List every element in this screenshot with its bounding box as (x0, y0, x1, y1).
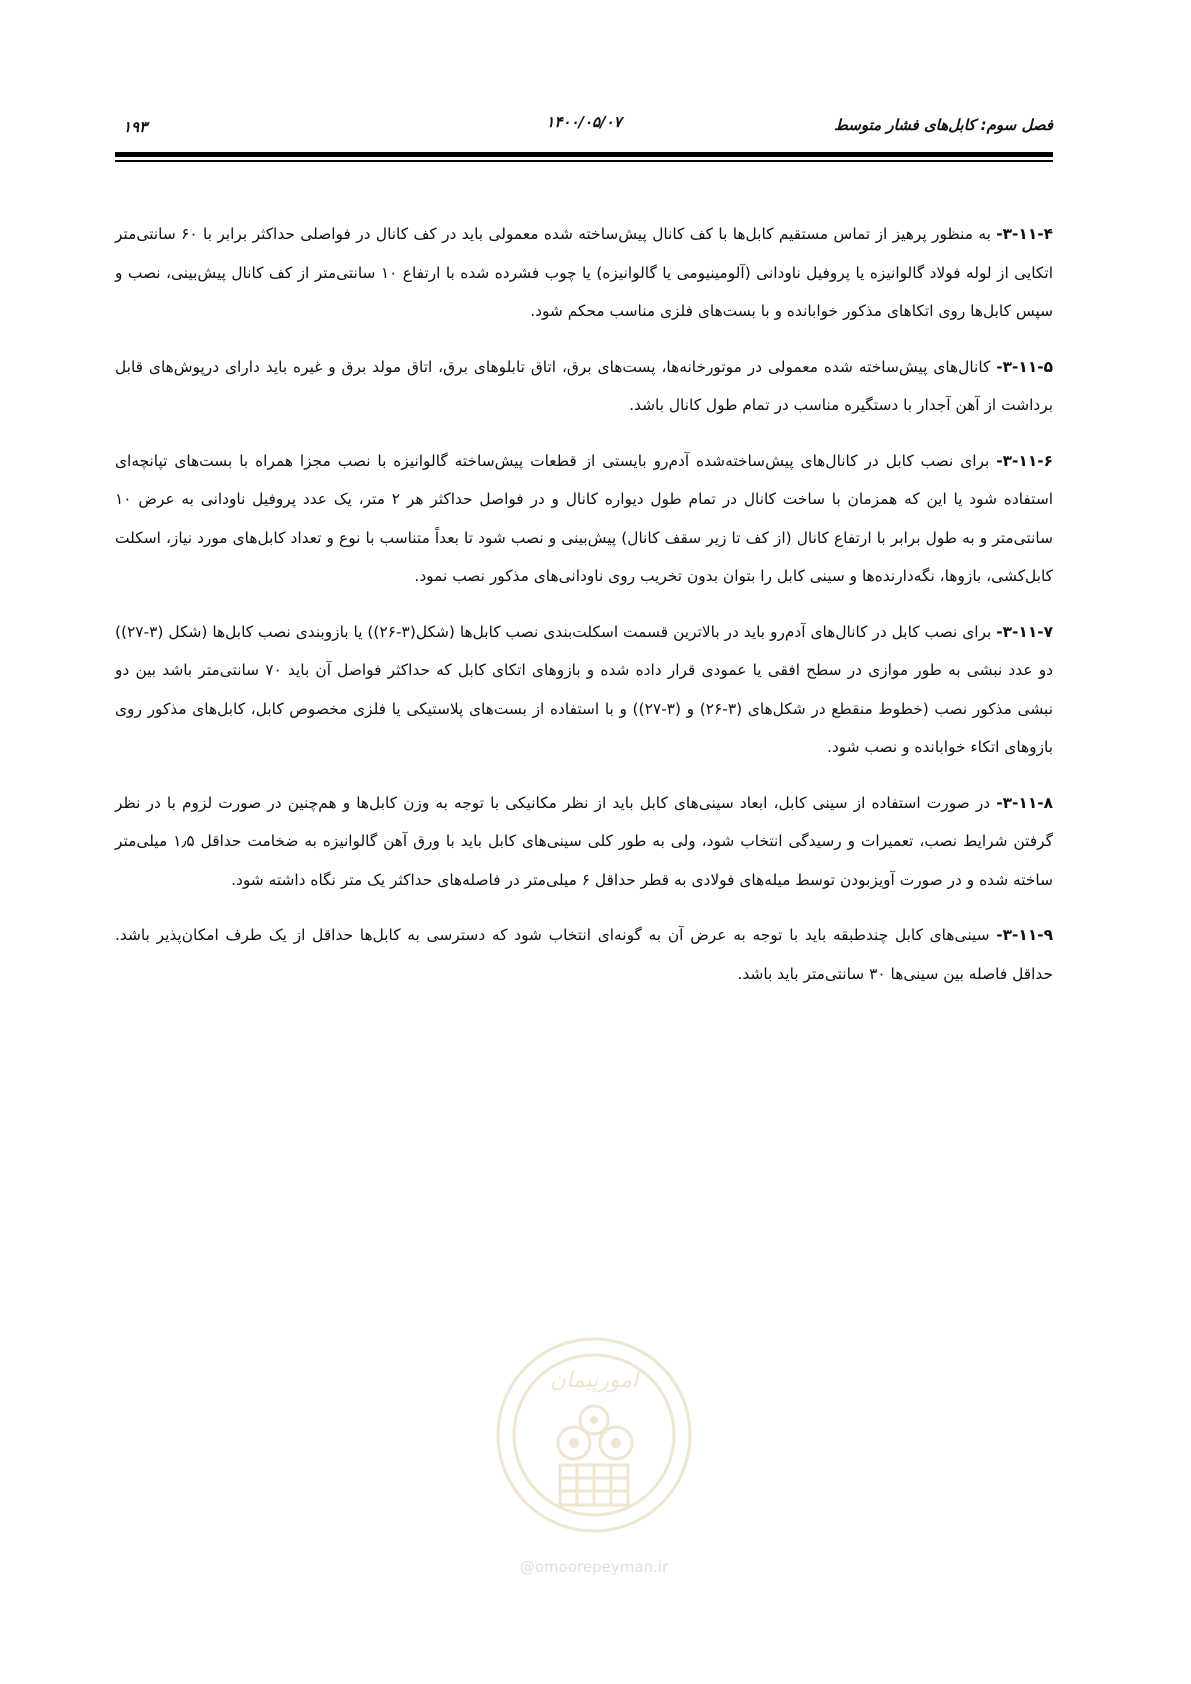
paragraph-text: کانال‌های پیش‌ساخته شده معمولی در موتورخانه‌ها، پست‌های برق، اتاق تابلوهای برق، اتاق مولد برق و غیره باید دارای درپوش‌های قابل برداشت از آهن آجدار با دستگیره مناسب در تمام طول کانال باشد. (115, 357, 1053, 414)
paragraph-text: برای نصب کابل در کانال‌های پیش‌ساخته‌شده آدم‌رو بایستی از قطعات پیش‌ساخته گالوانیزه با نصب مجزا همراه با بست‌های تپانچه‌ای استفاده شود یا این که همزمان با ساخت کانال در تمام طول دیواره کانال و در فواصل حداکثر هر ۲ متر، یک عدد پروفیل ناودانی به عرض ۱۰ سانتی‌متر و به طول برابر با ارتفاع کانال (از کف تا زیر سقف کانال) پیش‌بینی و نصب شود تا بعداً متناسب با نوع و تعداد کابل‌های مورد نیاز، اسکلت کابل‌کشی، بازوها، نگه‌دارنده‌ها و سینی کابل را بتوان بدون تخریب روی ناودانی‌های مذکور نصب نمود. (115, 451, 1053, 585)
paragraph-number: ۳-۱۱-۷- (996, 622, 1053, 641)
page-header (115, 108, 1053, 148)
paragraph-3-11-4 (115, 215, 1053, 331)
page-number: ۱۹۳ (123, 118, 148, 136)
watermark-logo (488, 1325, 700, 1655)
watermark-emblem-icon (488, 1325, 700, 1550)
paragraph-number: ۳-۱۱-۸- (996, 793, 1053, 812)
watermark-url: @omoorepeyman.ir (519, 1558, 669, 1576)
paragraph-number: ۳-۱۱-۴- (996, 225, 1053, 243)
paragraph-number: ۳-۱۱-۹- (996, 926, 1053, 944)
paragraph-3-11-7 (115, 613, 1053, 767)
paragraph-text: برای نصب کابل در کانال‌های آدم‌رو باید در بالاترین قسمت اسکلت‌بندی نصب کابل‌ها (شکل(۳-۲۶)) یا بازوبندی نصب کابل‌ها (شکل (۳-۲۷)) دو عدد نبشی به طور موازی در سطح افقی یا عمودی قرار داده شده و بازوهای اتکای کابل که حداکثر فواصل آن باید ۷۰ سانتی‌متر باشد بین دو نبشی مذکور نصب (خطوط منقطع در شکل‌های (۳-۲۶) و (۳-۲۷)) و با استفاده از بست‌های پلاستیکی یا فلزی مخصوص کابل، کابل‌های مذکور روی بازوهای اتکاء خوابانده و نصب شود. (115, 622, 1053, 756)
chapter-title: فصل سوم: کابل‌های فشار متوسط (834, 116, 1053, 134)
paragraph-text: در صورت استفاده از سینی کابل، ابعاد سینی‌های کابل باید از نظر مکانیکی با توجه به وزن کابل‌ها و هم‌چنین در صورت لزوم با در نظر گرفتن شرایط نصب، تعمیرات و رسیدگی انتخاب شود، ولی به طور کلی سینی‌های کابل باید با ورق آهن گالوانیزه به ضخامت حداقل ۱٫۵ میلی‌متر ساخته شده و در صورت آویزبودن توسط میله‌های فولادی به قطر حداقل ۶ میلی‌متر در فاصله‌های حداکثر یک متر نگاه داشته شود. (115, 793, 1053, 889)
header-date: ۱۴۰۰/۰۵/۰۷ (546, 113, 622, 131)
paragraph-3-11-6 (115, 442, 1053, 596)
watermark-logo-text: امورپیمان (549, 1368, 639, 1393)
body-content (115, 215, 1053, 1010)
paragraph-text: سینی‌های کابل چندطبقه باید با توجه به عرض آن به گونه‌ای انتخاب شود که دسترسی به کابل‌ها حداقل از یک طرف امکان‌پذیر باشد. حداقل فاصله بین سینی‌ها ۳۰ سانتی‌متر باید باشد. (115, 926, 1053, 983)
paragraph-3-11-8 (115, 784, 1053, 900)
paragraph-3-11-9 (115, 916, 1053, 993)
paragraph-number: ۳-۱۱-۶- (996, 451, 1053, 470)
paragraph-3-11-5 (115, 348, 1053, 425)
header-rule-thick (115, 152, 1053, 157)
header-rule-thin (115, 160, 1053, 162)
paragraph-number: ۳-۱۱-۵- (996, 357, 1053, 376)
paragraph-text: به منظور پرهیز از تماس مستقیم کابل‌ها با کف کانال پیش‌ساخته شده معمولی باید در کف کانال در فواصلی حداکثر برابر با ۶۰ سانتی‌متر اتکایی از لوله فولاد گالوانیزه یا پروفیل ناودانی (آلومینیومی یا گالوانیزه) یا چوب فشرده شده با ارتفاع ۱۰ سانتی‌متر از کف کانال پیش‌بینی، نصب و سپس کابل‌ها روی اتکاهای مذکور خوابانده و با بست‌های فلزی مناسب محکم شود. (115, 225, 1053, 320)
